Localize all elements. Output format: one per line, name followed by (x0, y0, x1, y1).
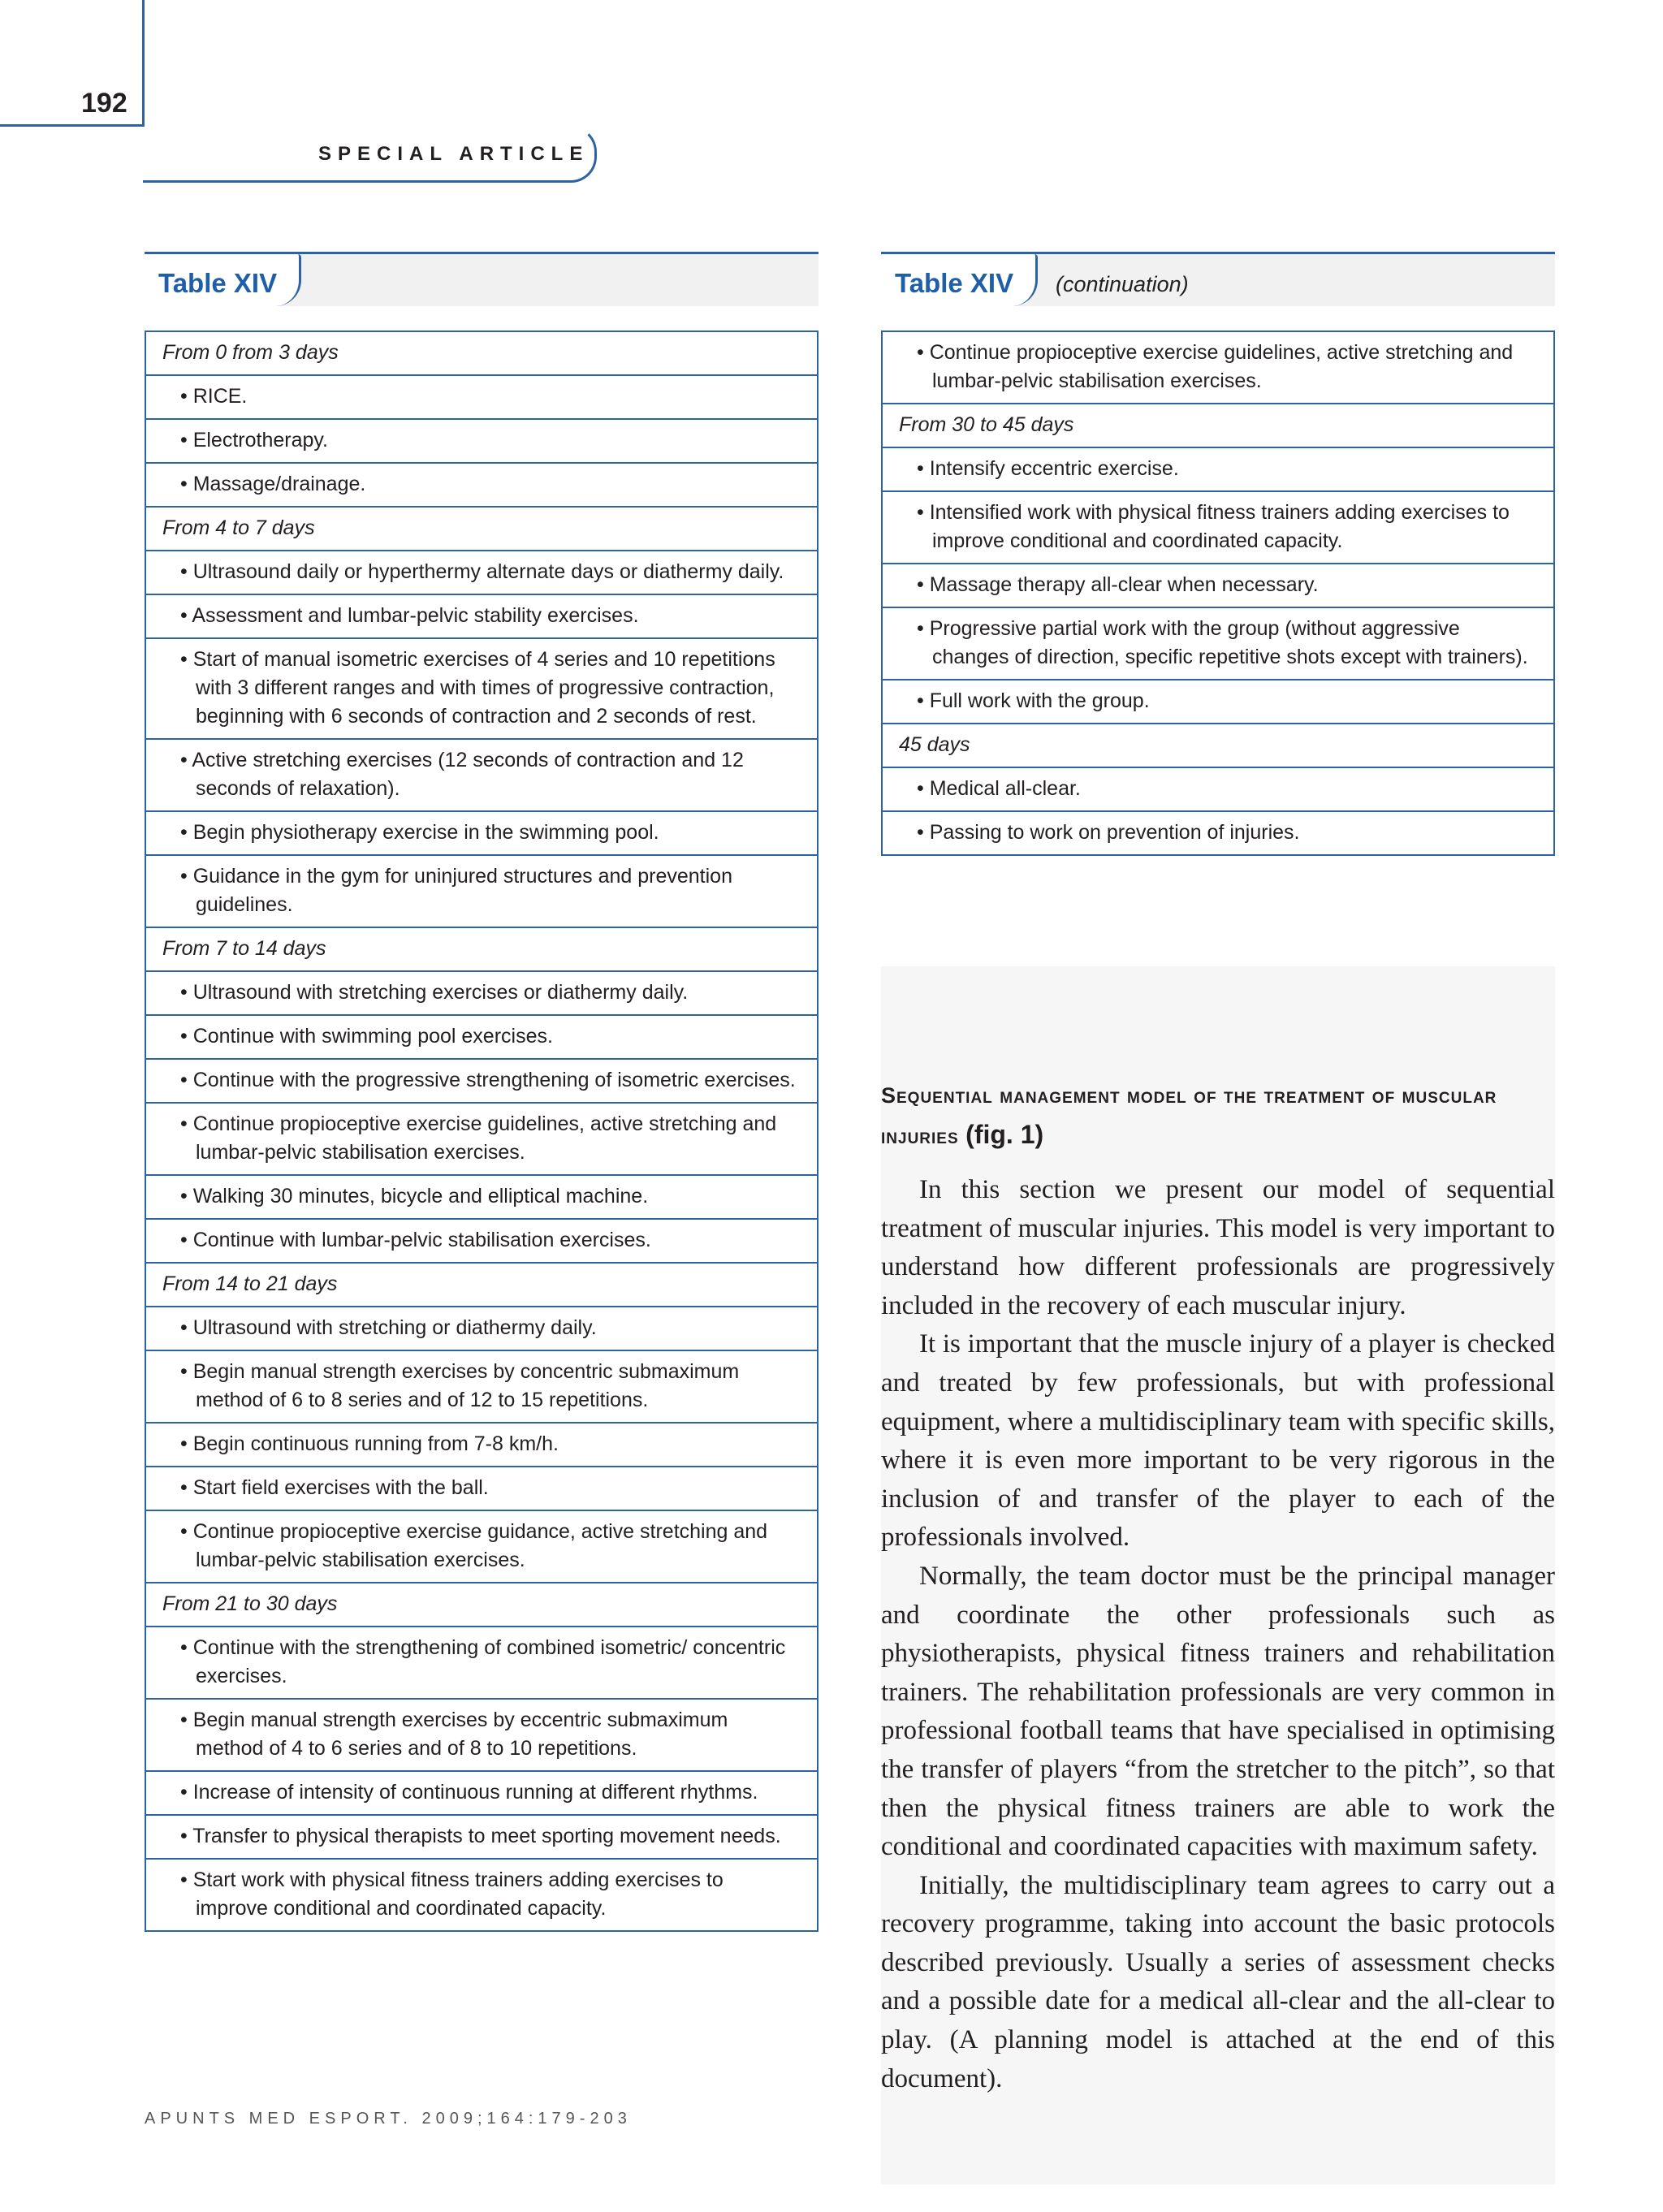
period-cell (145, 1263, 818, 1307)
table-row (145, 1423, 818, 1467)
item-cell (145, 855, 818, 927)
figure-reference: (fig. 1) (965, 1120, 1044, 1149)
table-period-row (145, 507, 818, 551)
table-row (145, 1015, 818, 1059)
page-number: 192 (81, 88, 127, 119)
item-text: • Continue propioceptive exercise guidelines, active stretching and lumbar-pelvic stabilisation exercises. (917, 341, 1514, 392)
item-text: • Transfer to physical therapists to meet sporting movement needs. (180, 1825, 781, 1847)
item-text: • Begin manual strength exercises by eccentric submaximum method of 4 to 6 series and of 8 to 10 repetitions. (180, 1709, 728, 1760)
table-right-tab (881, 252, 1555, 306)
item-text: • Guidance in the gym for uninjured structures and prevention guidelines. (180, 865, 732, 916)
item-cell (145, 594, 818, 638)
period-cell (145, 331, 818, 375)
item-cell (145, 811, 818, 855)
table-period-row (145, 331, 818, 375)
item-cell (145, 1627, 818, 1699)
table-row (145, 1350, 818, 1423)
item-cell (145, 1103, 818, 1175)
item-text: • Continue propioceptive exercise guidelines, active stretching and lumbar-pelvic stabilisation exercises. (180, 1112, 777, 1164)
table-left-title: Table XIV (158, 268, 278, 298)
item-cell (882, 811, 1554, 855)
item-text: • Begin manual strength exercises by concentric submaximum method of 6 to 8 series and of 12 to 15 repetitions. (180, 1360, 740, 1411)
period-label: From 14 to 21 days (162, 1272, 338, 1295)
item-text: • Electrotherapy. (180, 429, 328, 451)
period-cell (882, 724, 1554, 767)
table-period-row (145, 927, 818, 971)
table-row (145, 1219, 818, 1263)
item-cell (145, 1771, 818, 1815)
paragraph: Normally, the team doctor must be the principal manager and coordinate the other professionals such as physiotherapists, physical fitness trainers and rehabilitation trainers. The rehabilitation professionals are very common in professional football teams that have specialised in optimising the transfer of players “from the stretcher to the pitch”, so that then the physical fitness trainers are able to work the conditional and coordinated capacities with maximum safety. (881, 1561, 1555, 1862)
item-cell (882, 767, 1554, 811)
item-text: • Increase of intensity of continuous running at different rhythms. (180, 1781, 758, 1804)
table-right-title: Table XIV (895, 268, 1014, 298)
item-cell (145, 739, 818, 811)
item-text: • Start of manual isometric exercises of 4 series and 10 repetitions with 3 different ranges and with times of progressive contraction, beginning with 6 seconds of contraction and 2 seconds of rest. (180, 648, 775, 728)
table-row (145, 971, 818, 1015)
period-label: From 30 to 45 days (899, 413, 1074, 436)
item-cell (882, 564, 1554, 607)
item-text: • Continue with lumbar-pelvic stabilisation exercises. (180, 1229, 651, 1251)
table-row (145, 1699, 818, 1771)
period-label: From 7 to 14 days (162, 937, 326, 960)
table-row (145, 594, 818, 638)
item-text: • Massage therapy all-clear when necessary. (917, 573, 1319, 596)
item-cell (145, 1015, 818, 1059)
period-cell (145, 507, 818, 551)
item-text: • Intensified work with physical fitness trainers adding exercises to improve conditional and coordinated capacity. (917, 501, 1510, 552)
table-right-subtitle: (continuation) (1056, 272, 1189, 296)
item-text: • Ultrasound daily or hyperthermy alternate days or diathermy daily. (180, 560, 784, 583)
journal-footer: APUNTS MED ESPORT. 2009;164:179-203 (145, 2110, 632, 2128)
item-cell (145, 1350, 818, 1423)
table-row (145, 811, 818, 855)
item-text: • Intensify eccentric exercise. (917, 457, 1179, 480)
table-period-row (145, 1263, 818, 1307)
section-label: SPECIAL ARTICLE (318, 143, 590, 165)
table-left (145, 331, 819, 1932)
table-row (882, 491, 1554, 564)
table-row (882, 447, 1554, 491)
table-row (882, 331, 1554, 404)
table-row (882, 811, 1554, 855)
item-cell (145, 971, 818, 1015)
table-period-row (882, 724, 1554, 767)
item-text: • Full work with the group. (917, 689, 1150, 712)
item-cell (145, 1510, 818, 1583)
table-row (882, 607, 1554, 680)
item-cell (145, 1859, 818, 1931)
item-text: • Active stretching exercises (12 seconds of contraction and 12 seconds of relaxation). (180, 749, 744, 800)
period-label: From 21 to 30 days (162, 1592, 338, 1615)
item-text: • Assessment and lumbar-pelvic stability exercises. (180, 604, 639, 627)
item-cell (145, 419, 818, 463)
table-row (145, 1175, 818, 1219)
table-right (881, 331, 1555, 856)
table-row (145, 419, 818, 463)
header-rule-vertical (142, 0, 145, 126)
period-cell (145, 1583, 818, 1627)
item-text: • Passing to work on prevention of injuries. (917, 821, 1300, 844)
item-text: • Begin continuous running from 7-8 km/h. (180, 1432, 559, 1455)
item-cell (145, 1423, 818, 1467)
period-label: 45 days (899, 733, 970, 756)
table-row (145, 638, 818, 739)
table-row (145, 855, 818, 927)
item-cell (882, 331, 1554, 404)
table-row (145, 1771, 818, 1815)
item-cell (145, 1815, 818, 1859)
item-cell (145, 1699, 818, 1771)
item-text: • Continue with swimming pool exercises. (180, 1025, 553, 1048)
item-cell (145, 1175, 818, 1219)
item-cell (145, 463, 818, 507)
table-row (145, 463, 818, 507)
item-text: • Start field exercises with the ball. (180, 1476, 489, 1499)
table-row (145, 1467, 818, 1510)
table-row (145, 375, 818, 419)
table-row (145, 1059, 818, 1103)
item-text: • Ultrasound with stretching exercises or diathermy daily. (180, 981, 689, 1004)
section-heading (881, 1076, 1563, 1156)
table-row (145, 1103, 818, 1175)
table-row (145, 1859, 818, 1931)
item-cell (145, 1059, 818, 1103)
table-row (145, 1815, 818, 1859)
item-text: • Continue with the progressive strengthening of isometric exercises. (180, 1069, 796, 1091)
item-cell (145, 375, 818, 419)
item-text: • Continue propioceptive exercise guidance, active stretching and lumbar-pelvic stabilisation exercises. (180, 1520, 768, 1571)
section-heading-text: Sequential management model of the treatment of muscular injuries (881, 1083, 1497, 1148)
item-cell (145, 1219, 818, 1263)
item-text: • Medical all-clear. (917, 777, 1081, 800)
table-row (882, 680, 1554, 724)
item-text: • Massage/drainage. (180, 473, 366, 495)
item-text: • Continue with the strengthening of combined isometric/ concentric exercises. (180, 1636, 786, 1687)
header-rule-horizontal (0, 124, 145, 127)
table-row (145, 739, 818, 811)
table-left-tab (145, 252, 819, 306)
table-row (145, 1307, 818, 1350)
paragraph: It is important that the muscle injury of a player is checked and treated by few professionals, but with professional equipment, where a multidisciplinary team with specific skills, where it is even more important to be very rigorous in the inclusion of and transfer of the player to each of the professionals involved. (881, 1329, 1555, 1553)
item-cell (882, 680, 1554, 724)
table-row (145, 551, 818, 594)
period-label: From 0 from 3 days (162, 341, 339, 364)
period-cell (145, 927, 818, 971)
table-row (145, 1627, 818, 1699)
item-cell (882, 607, 1554, 680)
table-period-row (145, 1583, 818, 1627)
item-cell (145, 638, 818, 739)
table-period-row (882, 404, 1554, 447)
item-text: • Walking 30 minutes, bicycle and elliptical machine. (180, 1185, 649, 1208)
table-row (145, 1510, 818, 1583)
period-label: From 4 to 7 days (162, 516, 315, 539)
item-text: • RICE. (180, 385, 248, 408)
item-text: • Ultrasound with stretching or diathermy daily. (180, 1316, 597, 1339)
item-cell (882, 491, 1554, 564)
item-cell (145, 551, 818, 594)
table-row (882, 564, 1554, 607)
paragraph: In this section we present our model of sequential treatment of muscular injuries. This model is very important to understand how different professionals are progressively included in the recovery of each muscular injury. (881, 1175, 1555, 1320)
section-body (881, 1171, 1555, 2098)
item-cell (145, 1467, 818, 1510)
item-text: • Progressive partial work with the group (without aggressive changes of direction, specific repetitive shots except with trainers). (917, 617, 1528, 668)
table-row (882, 767, 1554, 811)
period-cell (882, 404, 1554, 447)
item-text: • Begin physiotherapy exercise in the swimming pool. (180, 821, 659, 844)
paragraph: Initially, the multidisciplinary team agrees to carry out a recovery programme, taking into account the basic protocols described previously. Usually a series of assessment checks and a possible date for a medical all-clear and the all-clear to play. (A planning model is attached at the end of this document). (881, 1870, 1555, 2093)
item-text: • Start work with physical fitness trainers adding exercises to improve conditional and coordinated capacity. (180, 1869, 724, 1920)
item-cell (882, 447, 1554, 491)
item-cell (145, 1307, 818, 1350)
